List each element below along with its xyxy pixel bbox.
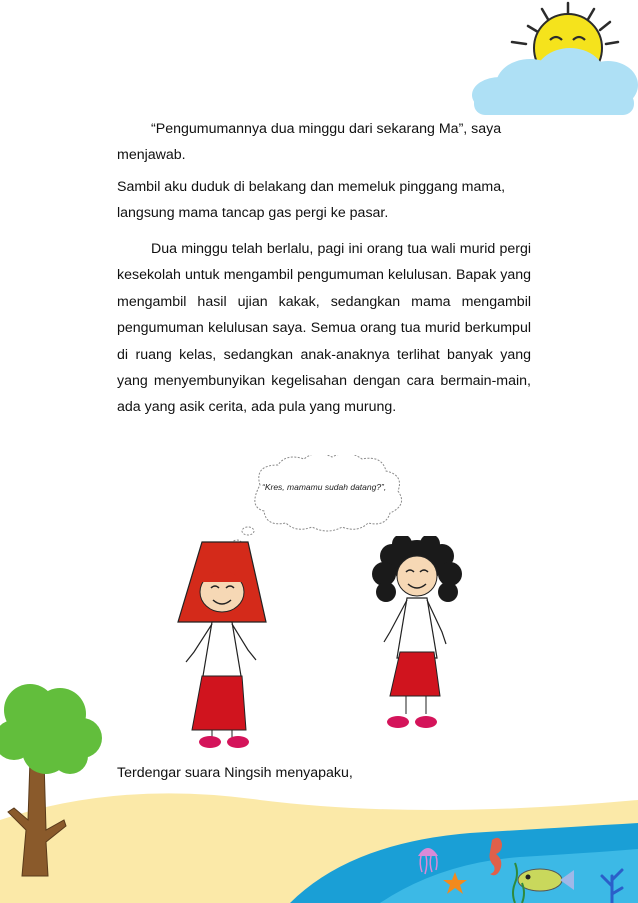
cloud-icon [472,48,638,115]
paragraph-4: Terdengar suara Ningsih menyapaku, [117,765,353,781]
paragraph-1: “Pengumumannya dua minggu dari sekarang Ma”, saya menjawab. [117,121,502,164]
beach-scenery [0,680,638,903]
paragraph-2: Sambil aku duduk di belakang dan memeluk pinggang mama, langsung mama tancap gas pergi ke pasar. [117,179,506,222]
paragraph-3: Dua minggu telah berlalu, pagi ini orang tua wali murid pergi kesekolah untuk mengambil pengumuman kelulusan. Bapak yang mengambil hasil ujian kakak, sedangkan mama mengambil pengumuman kelulusan saya. Semua orang tua murid berkumpul di ruang kelas, sedangkan anak-anaknya terlihat banyak yang yang menyembunyikan kegelisahan dengan cara bermain-main, ada yang asik cerita, ada pula yang murung. [117,241,531,416]
thought-bubble-text: “Kres, mamamu sudah datang?”, [262,482,387,492]
sun-cloud-decoration [460,0,638,115]
